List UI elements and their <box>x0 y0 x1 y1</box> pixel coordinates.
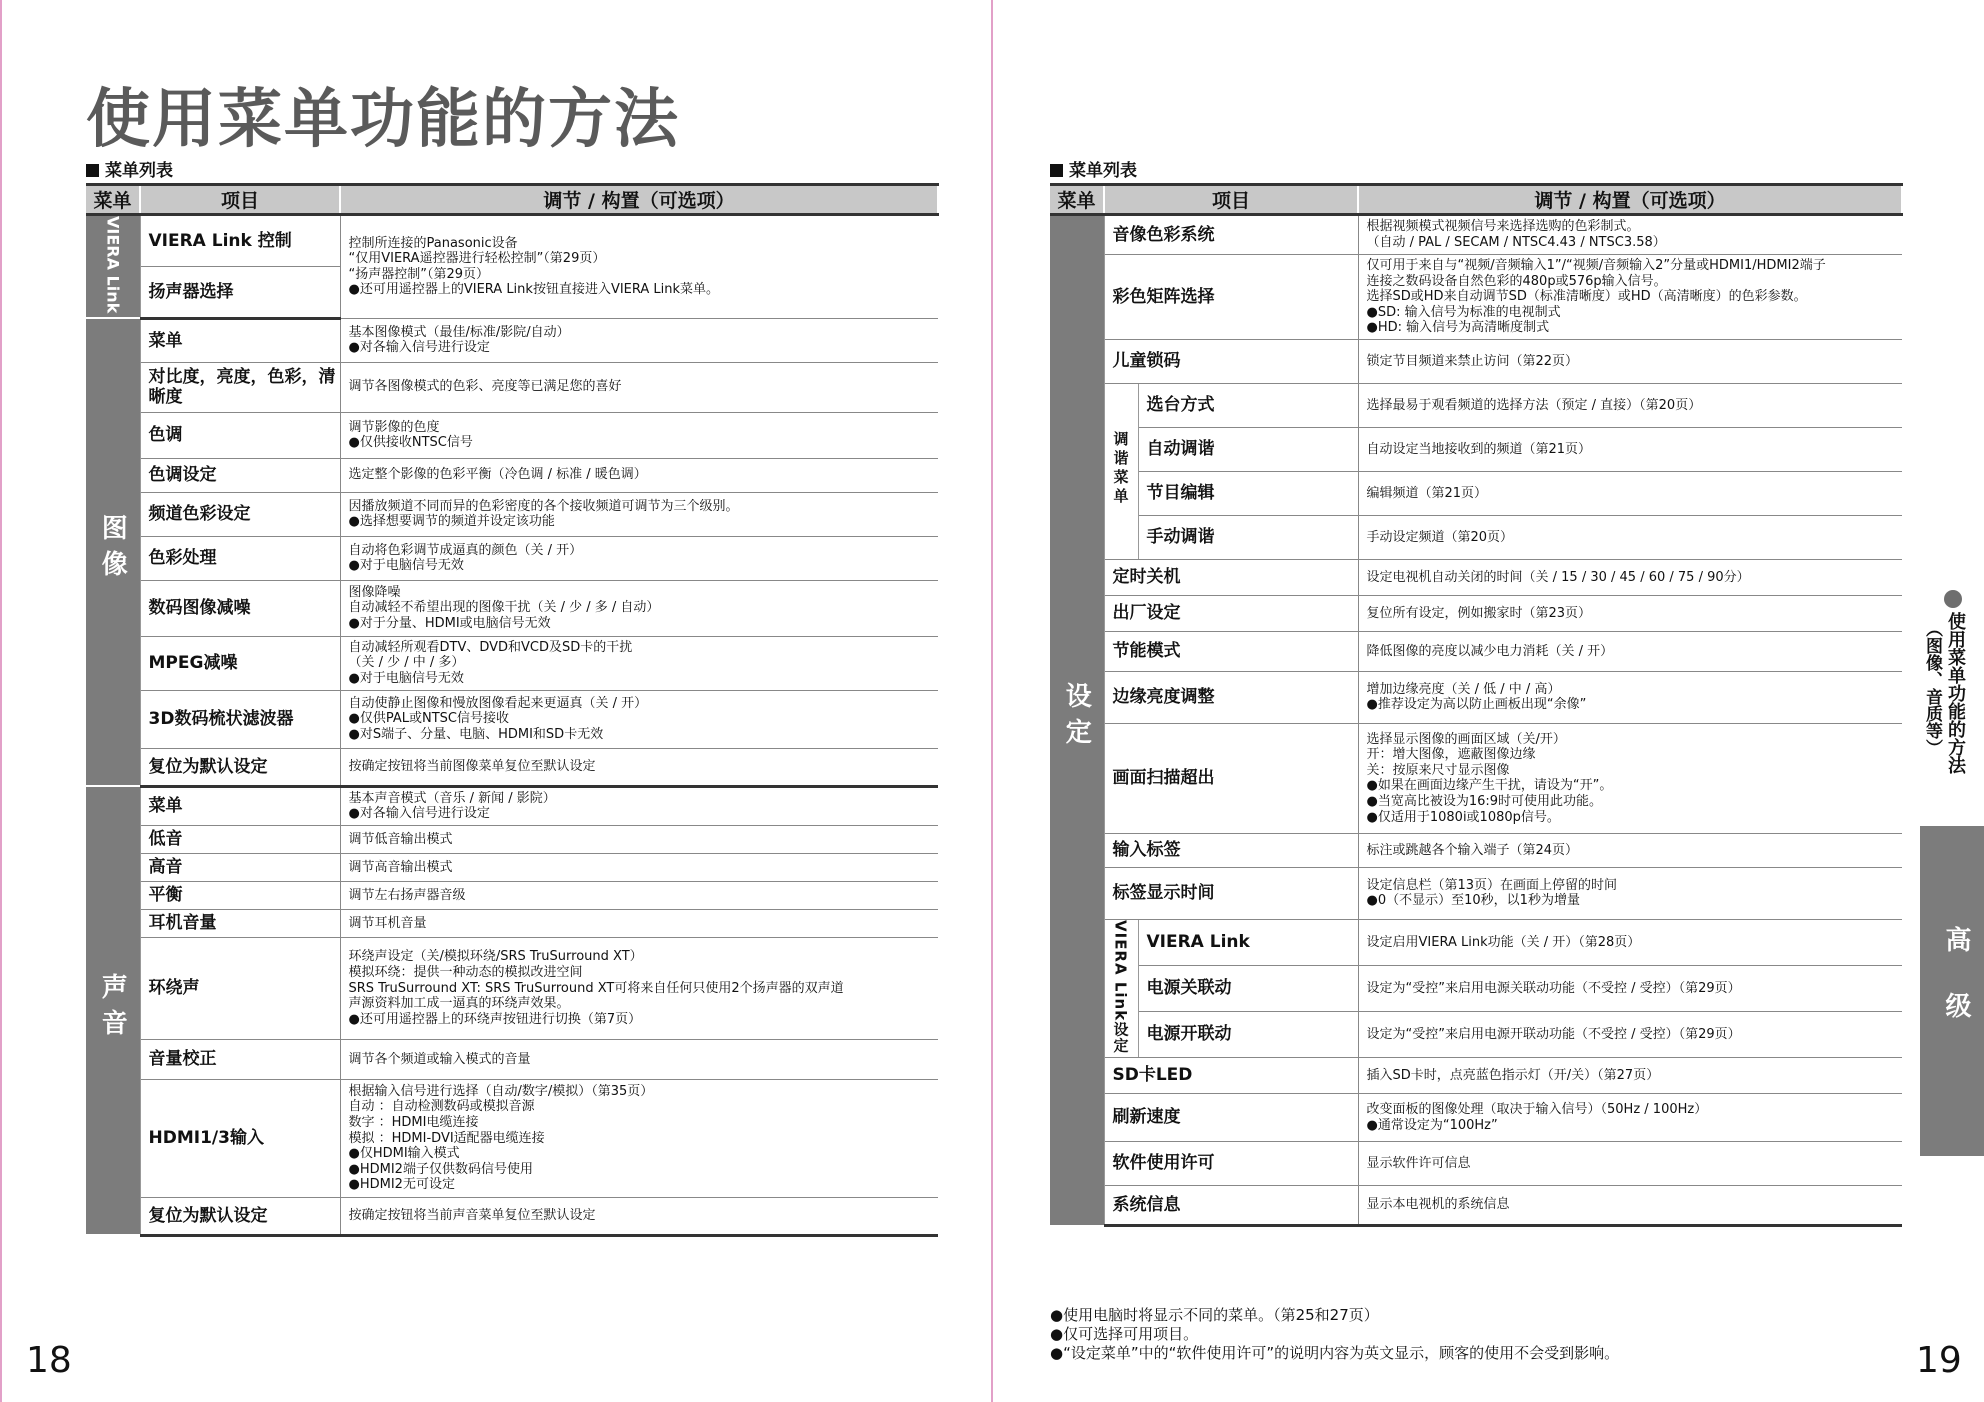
table-row <box>1050 383 1902 427</box>
value-line: 自动设定当地接收到的频道（第21页） <box>1366 441 1592 457</box>
table-row <box>1050 631 1902 671</box>
value-line: 设定启用VIERA Link功能（关 / 开）（第28页） <box>1366 934 1641 950</box>
value-line: ●如果在画面边缘产生干扰，请设为“开”。 <box>1366 778 1613 794</box>
value-line: 自动使静止图像和慢放图像看起来更逼真（关 / 开） <box>348 695 648 711</box>
value-cell <box>1358 966 1902 1012</box>
side-section-tab <box>1920 826 1984 1156</box>
value-line: 因播放频道不同而异的色彩密度的各个接收频道可调节为三个级别。 <box>348 498 739 514</box>
menu-table-left <box>86 183 939 1237</box>
footnote: ●使用电脑时将显示不同的菜单。（第25和27页） <box>1050 1306 1379 1324</box>
item-cell: 系统信息 <box>1104 1186 1358 1226</box>
submenu-label: VIERA Link设定 <box>1111 919 1130 1054</box>
value-line: 根据输入信号进行选择（自动/数字/模拟）（第35页） <box>348 1083 654 1099</box>
item-cell: 耳机音量 <box>140 909 340 937</box>
value-cell <box>1358 1094 1902 1142</box>
item-cell: 高音 <box>140 853 340 881</box>
value-line: 改变面板的图像处理（取决于输入信号）（50Hz / 100Hz） <box>1366 1102 1708 1118</box>
footnotes <box>1050 1306 1619 1363</box>
table-row <box>86 580 938 636</box>
footnote: ●“设定菜单”中的“软件使用许可”的说明内容为英文显示，顾客的使用不会受到影响。 <box>1050 1344 1620 1362</box>
header-item: 项目 <box>140 185 340 215</box>
item-cell: 标签显示时间 <box>1104 867 1358 919</box>
value-line: 设定为“受控”来启用电源关联动功能（不受控 / 受控）（第29页） <box>1366 980 1741 996</box>
item-cell: 色调设定 <box>140 458 340 492</box>
side-caption-sub: （图像、音质等） <box>1922 620 1942 756</box>
value-cell <box>340 909 938 937</box>
item-cell: 扬声器选择 <box>140 266 340 318</box>
value-cell <box>340 536 938 580</box>
table-row <box>86 458 938 492</box>
value-line: 增加边缘亮度（关 / 低 / 中 / 高） <box>1366 681 1561 697</box>
item-cell: 数码图像减噪 <box>140 580 340 636</box>
value-line: 基本图像模式（最佳/标准/影院/自动） <box>348 324 570 340</box>
value-line: 连接之数码设备自然色彩的480p或576p输入信号。 <box>1366 273 1667 289</box>
value-cell <box>340 786 938 825</box>
value-line: 开：增大图像，遮蔽图像边缘 <box>1366 747 1536 763</box>
side-caption <box>1920 590 1984 820</box>
value-cell <box>1358 671 1902 723</box>
value-line: ●选择想要调节的频道并设定该功能 <box>348 514 555 530</box>
value-line: ●HD: 输入信号为高清晰度制式 <box>1366 320 1550 336</box>
item-cell: 自动调谐 <box>1138 427 1358 471</box>
table-row <box>86 853 938 881</box>
square-bullet-icon <box>86 164 99 177</box>
item-cell: 边缘亮度调整 <box>1104 671 1358 723</box>
table-row <box>1050 966 1902 1012</box>
header-value: 调节 / 构置（可选项） <box>340 185 938 215</box>
value-cell <box>1358 1058 1902 1094</box>
category-label: 声音 <box>97 972 128 1045</box>
header-menu: 菜单 <box>1050 185 1104 215</box>
value-cell <box>1358 515 1902 559</box>
value-line: ●HDMI2无可设定 <box>348 1177 455 1193</box>
item-cell: 菜单 <box>140 318 340 362</box>
value-line: 自动减轻不希望出现的图像干扰（关 / 少 / 多 / 自动） <box>348 600 660 616</box>
value-line: （自动 / PAL / SECAM / NTSC4.43 / NTSC3.58） <box>1366 235 1666 250</box>
category-cell <box>1050 215 1104 1226</box>
table-row <box>1050 1094 1902 1142</box>
value-line: 自动减轻所观看DTV、DVD和VCD及SD卡的干扰 <box>348 639 633 655</box>
item-cell: MPEG减噪 <box>140 636 340 690</box>
value-cell <box>340 458 938 492</box>
value-line: 调节高音输出模式 <box>348 859 453 875</box>
item-cell: SD卡LED <box>1104 1058 1358 1094</box>
value-cell <box>340 362 938 412</box>
table-row <box>86 1079 938 1197</box>
value-line: ●推荐设定为高以防止画板出现“余像” <box>1366 697 1587 713</box>
value-line: 调节低音输出模式 <box>348 831 453 847</box>
value-line: 设定为“受控”来启用电源开联动功能（不受控 / 受控）（第29页） <box>1366 1026 1741 1042</box>
header-item: 项目 <box>1104 185 1358 215</box>
value-cell <box>340 690 938 748</box>
table-row <box>86 1197 938 1235</box>
table-row <box>86 825 938 853</box>
item-cell: 节目编辑 <box>1138 471 1358 515</box>
value-cell <box>1358 339 1902 383</box>
value-cell <box>1358 427 1902 471</box>
table-row <box>1050 255 1902 340</box>
value-line: SRS TruSurround XT: SRS TruSurround XT可将来自任何只使用2个扬声器的双声道 <box>348 980 844 996</box>
value-line: 调节各图像模式的色彩、亮度等已满足您的喜好 <box>348 379 622 395</box>
value-line: 数字 ：HDMI电缆连接 <box>348 1115 479 1131</box>
value-line: 关：按原来尺寸显示图像 <box>1366 762 1510 778</box>
value-line: 按确定按钮将当前声音菜单复位至默认设定 <box>348 1208 596 1224</box>
value-line: ●对各输入信号进行设定 <box>348 806 490 822</box>
value-cell <box>340 580 938 636</box>
table-row <box>1050 867 1902 919</box>
value-line: 调节各个频道或输入模式的音量 <box>348 1051 531 1067</box>
table-row <box>1050 427 1902 471</box>
category-label: 图像 <box>97 514 128 587</box>
value-cell <box>1358 595 1902 631</box>
side-caption-main: 使用菜单功能的方法 <box>1945 612 1966 774</box>
item-cell: 电源开联动 <box>1138 1012 1358 1058</box>
section-label-right: 菜单列表 <box>1050 156 1137 181</box>
value-cell <box>340 412 938 458</box>
section-label-left: 菜单列表 <box>86 156 173 181</box>
item-cell: 电源关联动 <box>1138 966 1358 1012</box>
category-label: VIERA Link <box>103 216 123 314</box>
value-cell <box>1358 255 1902 340</box>
item-cell: 环绕声 <box>140 937 340 1039</box>
table-row <box>86 937 938 1039</box>
table-row <box>86 786 938 825</box>
value-cell <box>1358 559 1902 595</box>
table-row <box>86 362 938 412</box>
table-row <box>86 1039 938 1079</box>
table-row <box>1050 723 1902 833</box>
table-row <box>86 636 938 690</box>
item-cell: VIERA Link <box>1138 919 1358 965</box>
value-cell <box>340 1079 938 1197</box>
table-row <box>1050 595 1902 631</box>
table-row <box>86 909 938 937</box>
value-cell <box>1358 631 1902 671</box>
item-cell: 低音 <box>140 825 340 853</box>
footnote: ●仅可选择可用项目。 <box>1050 1325 1199 1343</box>
table-row <box>86 536 938 580</box>
item-cell: 音量校正 <box>140 1039 340 1079</box>
item-cell: 输入标签 <box>1104 833 1358 867</box>
item-cell: 复位为默认设定 <box>140 1197 340 1235</box>
value-cell <box>340 1039 938 1079</box>
value-line: 锁定节目频道来禁止访问（第22页） <box>1366 353 1579 369</box>
value-cell <box>1358 833 1902 867</box>
value-cell <box>1358 1012 1902 1058</box>
value-line: ●通常设定为“100Hz” <box>1366 1117 1498 1133</box>
value-line: 基本声音模式（音乐 / 新闻 / 影院） <box>348 790 556 806</box>
value-line: 模拟 ：HDMI-DVI适配器电缆连接 <box>348 1130 545 1146</box>
category-cell <box>86 215 140 319</box>
value-line: 控制所连接的Panasonic设备 <box>348 235 518 251</box>
value-line: 按确定按钮将当前图像菜单复位至默认设定 <box>348 758 596 774</box>
value-line: ●对各输入信号进行设定 <box>348 340 490 356</box>
value-line: 根据视频模式视频信号来选择选购的色彩制式。 <box>1366 219 1640 235</box>
value-line: 选定整个影像的色彩平衡（冷色调 / 标准 / 暖色调） <box>348 467 647 483</box>
table-row <box>1050 1186 1902 1226</box>
value-line: （关 / 少 / 中 / 多） <box>348 655 465 671</box>
table-row <box>1050 471 1902 515</box>
value-cell <box>340 825 938 853</box>
table-row <box>86 748 938 786</box>
table-row <box>1050 1012 1902 1058</box>
value-cell <box>1358 383 1902 427</box>
value-line: 设定信息栏（第13页）在画面上停留的时间 <box>1366 877 1618 893</box>
value-cell <box>340 937 938 1039</box>
page-number-left: 18 <box>26 1340 72 1381</box>
category-cell <box>86 318 140 786</box>
value-line: 标注或跳越各个输入端子（第24页） <box>1366 842 1579 858</box>
item-cell: 复位为默认设定 <box>140 748 340 786</box>
value-cell <box>340 881 938 909</box>
square-bullet-icon <box>1050 164 1063 177</box>
value-line: 仅可用于来自与“视频/音频输入1”/“视频/音频输入2”分量或HDMI1/HDMI2端子 <box>1366 258 1826 273</box>
value-line: 设定电视机自动关闭的时间（关 / 15 / 30 / 45 / 60 / 75 / 90分） <box>1366 569 1750 585</box>
item-cell: 定时关机 <box>1104 559 1358 595</box>
item-cell: 对比度，亮度，色彩，清晰度 <box>140 362 340 412</box>
value-cell <box>1358 867 1902 919</box>
table-row <box>86 215 938 267</box>
item-cell: 色彩处理 <box>140 536 340 580</box>
value-cell <box>340 748 938 786</box>
item-cell: 节能模式 <box>1104 631 1358 671</box>
value-line: 手动设定频道（第20页） <box>1366 529 1514 545</box>
item-cell: 出厂设定 <box>1104 595 1358 631</box>
value-line: ●对于电脑信号无效 <box>348 671 464 687</box>
item-cell: 音像色彩系统 <box>1104 215 1358 255</box>
page-title: 使用菜单功能的方法 <box>86 83 680 157</box>
table-row <box>1050 215 1902 255</box>
value-cell <box>1358 919 1902 965</box>
value-line: ●SD: 输入信号为标准的电视制式 <box>1366 304 1561 320</box>
table-row <box>1050 1142 1902 1186</box>
value-line: 插入SD卡时，点亮蓝色指示灯（开/关）（第27页） <box>1366 1067 1660 1083</box>
item-cell: 频道色彩设定 <box>140 492 340 536</box>
table-row <box>1050 671 1902 723</box>
submenu-cell <box>1104 383 1138 559</box>
value-line: ●仅供接收NTSC信号 <box>348 435 473 451</box>
value-cell <box>1358 1142 1902 1186</box>
value-line: ●0（不显示）至10秒，以1秒为增量 <box>1366 893 1580 909</box>
value-line: 图像降噪 <box>348 584 401 600</box>
value-line: ●对S端子、分量、电脑、HDMI和SD卡无效 <box>348 727 604 743</box>
value-line: 编辑频道（第21页） <box>1366 485 1488 501</box>
value-line: ●当宽高比被设为16:9时可使用此功能。 <box>1366 794 1603 810</box>
value-line: 显示本电视机的系统信息 <box>1366 1197 1510 1213</box>
page-edge <box>0 0 2 1402</box>
submenu-label: 调谐菜单 <box>1111 431 1130 508</box>
item-cell: 软件使用许可 <box>1104 1142 1358 1186</box>
value-cell <box>340 318 938 362</box>
value-cell <box>1358 471 1902 515</box>
value-line: ●对于电脑信号无效 <box>348 558 464 574</box>
header-value: 调节 / 构置（可选项） <box>1358 185 1902 215</box>
table-row <box>1050 919 1902 965</box>
table-row <box>86 881 938 909</box>
value-cell <box>1358 1186 1902 1226</box>
table-row <box>1050 515 1902 559</box>
value-cell <box>340 1197 938 1235</box>
item-cell: HDMI1/3输入 <box>140 1079 340 1197</box>
value-line: 自动 ：自动检测数码或模拟音源 <box>348 1099 535 1115</box>
value-line: 模拟环绕：提供一种动态的模拟改进空间 <box>348 965 583 981</box>
table-row <box>1050 833 1902 867</box>
table-row <box>86 318 938 362</box>
value-line: 降低图像的亮度以减少电力消耗（关 / 开） <box>1366 643 1614 659</box>
item-cell: VIERA Link 控制 <box>140 215 340 267</box>
value-line: 选择显示图像的画面区域（关/开） <box>1366 731 1566 747</box>
item-cell: 彩色矩阵选择 <box>1104 255 1358 340</box>
item-cell: 画面扫描超出 <box>1104 723 1358 833</box>
item-cell: 刷新速度 <box>1104 1094 1358 1142</box>
value-line: 环绕声设定（关/模拟环绕/SRS TruSurround XT） <box>348 949 643 965</box>
item-cell: 选台方式 <box>1138 383 1358 427</box>
table-row <box>1050 559 1902 595</box>
table-row <box>86 690 938 748</box>
value-cell <box>340 215 938 319</box>
page-number-right: 19 <box>1916 1340 1962 1381</box>
category-cell <box>86 786 140 1235</box>
item-cell: 儿童锁码 <box>1104 339 1358 383</box>
value-line: “扬声器控制”（第29页） <box>348 266 490 282</box>
category-label: 设定 <box>1061 682 1092 755</box>
value-cell <box>1358 723 1902 833</box>
value-cell <box>1358 215 1902 255</box>
item-cell: 菜单 <box>140 786 340 825</box>
value-line: 调节左右扬声器音级 <box>348 887 466 903</box>
page-fold <box>991 0 993 1402</box>
value-line: ●仅HDMI输入模式 <box>348 1146 460 1162</box>
item-cell: 手动调谐 <box>1138 515 1358 559</box>
value-line: 选择SD或HD来自动调节SD（标准清晰度）或HD（高清晰度）的色彩参数。 <box>1366 289 1807 305</box>
value-line: 调节影像的色度 <box>348 419 440 435</box>
value-line: 显示软件许可信息 <box>1366 1155 1471 1171</box>
value-line: ●HDMI2端子仅供数码信号使用 <box>348 1161 533 1177</box>
value-line: ●对于分量、HDMI或电脑信号无效 <box>348 616 551 632</box>
item-cell: 3D数码梳状滤波器 <box>140 690 340 748</box>
value-cell <box>340 492 938 536</box>
value-line: “仅用VIERA遥控器进行轻松控制”（第29页） <box>348 251 606 267</box>
side-section-label: 高级 <box>1941 926 1971 1058</box>
value-line: 声源资料加工成一逼真的环绕声效果。 <box>348 996 570 1012</box>
table-row <box>1050 339 1902 383</box>
value-line: ●还可用遥控器上的环绕声按钮进行切换（第7页） <box>348 1011 642 1027</box>
item-cell: 平衡 <box>140 881 340 909</box>
value-line: 复位所有设定，例如搬家时（第23页） <box>1366 605 1592 621</box>
circle-bullet-icon <box>1944 590 1962 608</box>
value-cell <box>340 636 938 690</box>
table-row <box>86 412 938 458</box>
value-line: 调节耳机音量 <box>348 915 427 931</box>
value-line: ●仅供PAL或NTSC信号接收 <box>348 711 509 727</box>
table-row <box>1050 1058 1902 1094</box>
submenu-cell <box>1104 919 1138 1057</box>
value-line: 选择最易于观看频道的选择方法（预定 / 直接）（第20页） <box>1366 397 1702 413</box>
value-cell <box>340 853 938 881</box>
header-menu: 菜单 <box>86 185 140 215</box>
value-line: 自动将色彩调节成逼真的颜色（关 / 开） <box>348 542 583 558</box>
value-line: ●还可用遥控器上的VIERA Link按钮直接进入VIERA Link菜单。 <box>348 282 720 298</box>
value-line: ●仅适用于1080i或1080p信号。 <box>1366 809 1560 825</box>
table-row <box>86 492 938 536</box>
item-cell: 色调 <box>140 412 340 458</box>
menu-table-right <box>1050 183 1903 1227</box>
